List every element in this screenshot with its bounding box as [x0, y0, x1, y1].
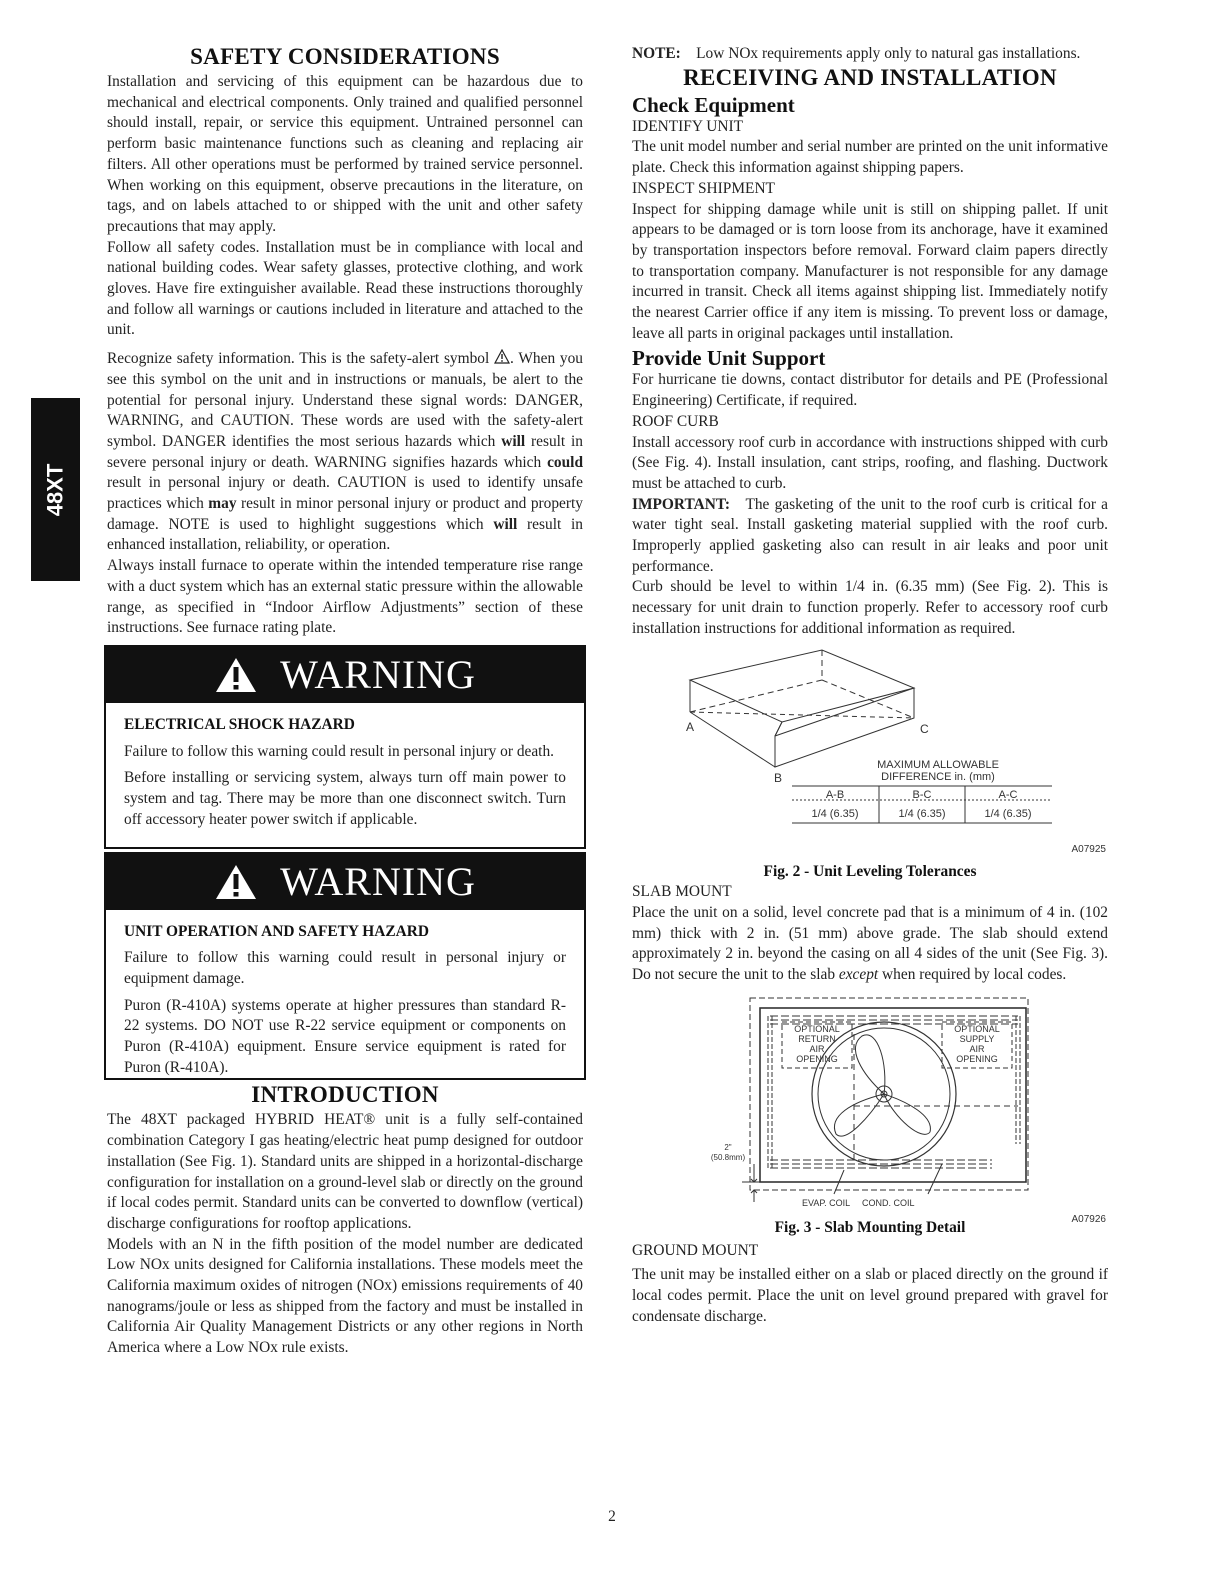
warning-title: UNIT OPERATION AND SAFETY HAZARD: [124, 922, 430, 940]
page-number: 2: [608, 1508, 616, 1525]
fig3-return-1: OPTIONAL: [794, 1023, 840, 1034]
warning-box-unit-operation: [104, 852, 586, 1081]
fig3-id: A07926: [1071, 1213, 1106, 1225]
keyword-may: may: [208, 495, 237, 513]
warning-box-electrical: [104, 645, 586, 849]
keyword-will-2: will: [493, 515, 518, 533]
fig2-max-line1: MAXIMUM ALLOWABLE: [877, 758, 999, 771]
warning-triangle-icon: [214, 656, 258, 694]
fig2-value-ac: 1/4 (6.35): [984, 807, 1032, 820]
slab-mount-label: SLAB MOUNT: [632, 883, 732, 901]
ground-mount-label: GROUND MOUNT: [632, 1241, 759, 1259]
warning-text-2: Puron (R-410A) systems operate at higher pressures than standard R-22 systems. DO NOT use R-22 service equipment or components on Puron (R-410A) equipment. Ensure service equipment is rated for Puron (R-410A).: [124, 996, 566, 1076]
safety-paragraph-4: Always install furnace to operate within the intended temperature rise range with a duct system which has an external static pressure within the allowable range, as specified in “Indoor Airflow Adjustments” section of these instructions. See furnace rating plate.: [107, 557, 583, 637]
important-label: IMPORTANT:: [632, 495, 731, 513]
fig2-value-ab: 1/4 (6.35): [811, 807, 859, 820]
fig2-label-c: C: [920, 721, 929, 736]
left-column: [107, 44, 583, 1359]
warning-header: [106, 854, 584, 910]
roof-curb-label: ROOF CURB: [632, 412, 719, 430]
fig3-supply-1: OPTIONAL: [954, 1023, 1000, 1034]
warning-text-1: Failure to follow this warning could result in personal injury or equipment damage.: [124, 949, 566, 987]
warning-header-label: WARNING: [280, 652, 476, 698]
warning-header-label: WARNING: [280, 859, 476, 904]
fig2-caption: Fig. 2 - Unit Leveling Tolerances: [763, 862, 977, 880]
safety-paragraph-2: Follow all safety codes. Installation must be in compliance with local and national building codes. Wear safety glasses, protective clothing, and work gloves. Have fire extinguisher available. Read these instructions thoroughly and follow all warnings or cautions included in literature and attached to the unit.: [107, 238, 583, 339]
important-paragraph: [632, 495, 1108, 578]
note-label: NOTE:: [632, 45, 681, 62]
safety-title: SAFETY CONSIDERATIONS: [190, 44, 500, 69]
fig3-dim-1: 2": [724, 1142, 732, 1152]
intro-paragraph-1: The 48XT packaged HYBRID HEAT® unit is a fully self-contained combination Category I gas heating/electric heat pump designed for outdoor installation (See Fig. 1). Standard units are shipped in a horizontal-discharge configuration for installation on a ground-level slab or directly on the ground if local codes permit. Standard units can be converted to downflow (vertical) discharge configurations for rooftop applications.: [107, 1111, 583, 1232]
safety-paragraph-3: Recognize safety information. This is the safety-alert symbol . When you see this symbol on the unit and in instructions or manuals, be alert to the potential for personal injury. Understand these signal words: DANGER, WARNING, and CAUTION. These words are used with the safety-alert symbol. DANGER identifies the most serious hazards which will result in severe personal injury or death. WARNING signifies hazards which could result in personal injury or death. CAUTION is used to identify unsafe practices which may result in minor personal injury or product and property damage. NOTE is used to highlight suggestions which will result in enhanced installation, reliability, or operation.: [107, 350, 583, 554]
safety-p3-part-b: When you see this symbol on the unit and in instructions or manuals, be alert to the potential for personal injury. Understand these signal words: DANGER, WARNING, and CAUTION. These words are used with the safety-alert symbol. DANGER identifies the most serious hazards which: [107, 350, 583, 450]
safety-p3-part-a: Recognize safety information. This is the safety-alert symbol: [107, 350, 490, 368]
intro-paragraph-2: Models with an N in the fifth position of the model number are dedicated Low NOx units designed for California installations. These models meet the California maximum oxides of nitrogen (NOx) emissions requirements of 40 nanograms/joule or less as shipped from the factory and must be installed in California Air Quality Management Districts or any other regions in North America where a Low NOx rule exists.: [107, 1235, 583, 1357]
fig3-supply-3: AIR: [969, 1043, 985, 1054]
important-text: The gasketing of the unit to the roof curb is critical for a water tight seal. Install gasketing material supplied with the roof curb. Improperly applied gasketing also can result in air leaks and poor unit performance.: [632, 495, 1109, 575]
warning-text-1: Failure to follow this warning could result in personal injury or death.: [124, 742, 554, 760]
fig2-header-ab: A-B: [825, 788, 845, 801]
identify-paragraph: The unit model number and serial number are printed on the unit informative plate. Check this information against shipping papers.: [632, 138, 1108, 177]
side-tab-label: 48XT: [42, 463, 68, 516]
roof-curb-paragraph: Install accessory roof curb in accordance with instructions shipped with curb (See Fig. 4). Install insulation, cant strips, roofing, and flashing. Ductwork must be attached to curb.: [632, 433, 1108, 492]
slab-paragraph: [632, 903, 1108, 986]
right-column: [632, 44, 1108, 1327]
fig3-return-2: RETURN: [798, 1033, 836, 1044]
warning-title: ELECTRICAL SHOCK HAZARD: [124, 715, 355, 733]
safety-p3-part-e: result in minor personal injury or product and property damage. NOTE is used to highlight suggestions which: [107, 495, 583, 533]
safety-alert-icon: [494, 349, 510, 364]
fig2-header-bc: B-C: [912, 788, 932, 801]
safety-paragraph-1: Installation and servicing of this equipment can be hazardous due to mechanical and electrical components. Only trained and qualified personnel should install, repair, or service this equipment. Untrained personnel can perform basic maintenance functions such as cleaning and replacing air filters. All other operations must be performed by trained service personnel. When working on this equipment, observe precautions in the literature, on tags, and on labels attached to or shipped with the unit and other safety precautions that may apply.: [107, 73, 583, 235]
note-text: Low NOx requirements apply only to natural gas installations.: [696, 45, 1081, 62]
safety-p3-part-c: result in severe personal injury or death. WARNING signifies hazards which: [107, 432, 583, 471]
fig3-evap-coil: EVAP. COIL: [802, 1197, 851, 1208]
fig2-id: A07925: [1071, 843, 1106, 855]
fig3-dim-2: (50.8mm): [710, 1152, 746, 1162]
slab-except: except: [838, 966, 879, 984]
keyword-could: could: [547, 453, 583, 471]
fig3-cond-coil: COND. COIL: [862, 1197, 915, 1208]
slab-text-b: when required by local codes.: [882, 966, 1067, 984]
side-tab: [31, 398, 80, 581]
fig3-slab-mounting-diagram: [632, 994, 1108, 1226]
inspect-shipment-label: INSPECT SHIPMENT: [632, 179, 775, 197]
keyword-will: will: [501, 432, 526, 450]
fig3-supply-2: SUPPLY: [959, 1033, 995, 1044]
inspect-paragraph: Inspect for shipping damage while unit is still on shipping pallet. If unit appears to be damaged or is torn loose from its anchorage, have it examined by transportation inspectors before removal. Forward claim papers directly to transportation company. Manufacturer is not responsible for any damage incurred in transit. Check all items against shipping list. Immediately notify the nearest Carrier office if any item is missing. To prevent loss or damage, leave all parts in original packages until installation.: [632, 200, 1108, 342]
fig3-caption: Fig. 3 - Slab Mounting Detail: [774, 1218, 966, 1236]
warning-triangle-icon: [214, 863, 258, 901]
warning-header: [106, 647, 584, 703]
fig2-label-a: A: [686, 719, 695, 734]
provide-support-title: Provide Unit Support: [632, 346, 826, 371]
fig3-return-3: AIR: [809, 1043, 825, 1054]
fig2-value-bc: 1/4 (6.35): [898, 807, 946, 820]
ground-paragraph: The unit may be installed either on a slab or placed directly on the ground if local codes permit. Place the unit on level ground prepared with gravel for condensate discharge.: [632, 1266, 1108, 1325]
receiving-title: RECEIVING AND INSTALLATION: [683, 64, 1057, 90]
safety-p3-part-d: result in personal injury or death. CAUTION is used to identify unsafe practices which: [107, 474, 583, 513]
support-paragraph: For hurricane tie downs, contact distributor for details and PE (Professional Engineering) Certificate, if required.: [632, 371, 1108, 410]
fig2-header-ac: A-C: [998, 788, 1018, 801]
fig3-supply-4: OPENING: [956, 1053, 998, 1064]
fig2-label-b: B: [774, 770, 783, 785]
note-paragraph: [632, 44, 1108, 65]
introduction-title: INTRODUCTION: [251, 1082, 439, 1108]
fig2-max-line2: DIFFERENCE in. (mm): [881, 770, 995, 783]
identify-unit-label: IDENTIFY UNIT: [632, 117, 743, 135]
check-equipment-title: Check Equipment: [632, 92, 795, 117]
safety-p3-part-f: result in enhanced installation, reliability, or operation.: [107, 515, 583, 554]
fig2-unit-leveling-diagram: [632, 640, 1108, 868]
fig3-return-4: OPENING: [796, 1053, 838, 1064]
curb-level-paragraph: Curb should be level to within 1/4 in. (6.35 mm) (See Fig. 2). This is necessary for unit drain to function properly. Refer to accessory roof curb installation instructions for additional information as required.: [632, 578, 1108, 637]
slab-text-a: Place the unit on a solid, level concrete pad that is a minimum of 4 in. (102 mm) thick with 2 in. (51 mm) above grade. The slab should extend approximately 2 in. beyond the casing on all 4 sides of the unit (See Fig. 3). Do not secure the unit to the slab: [632, 903, 1108, 984]
warning-text-2: Before installing or servicing system, always turn off main power to system and tag. There may be more than one disconnect switch. Turn off accessory heater power switch if applicable.: [124, 769, 566, 828]
